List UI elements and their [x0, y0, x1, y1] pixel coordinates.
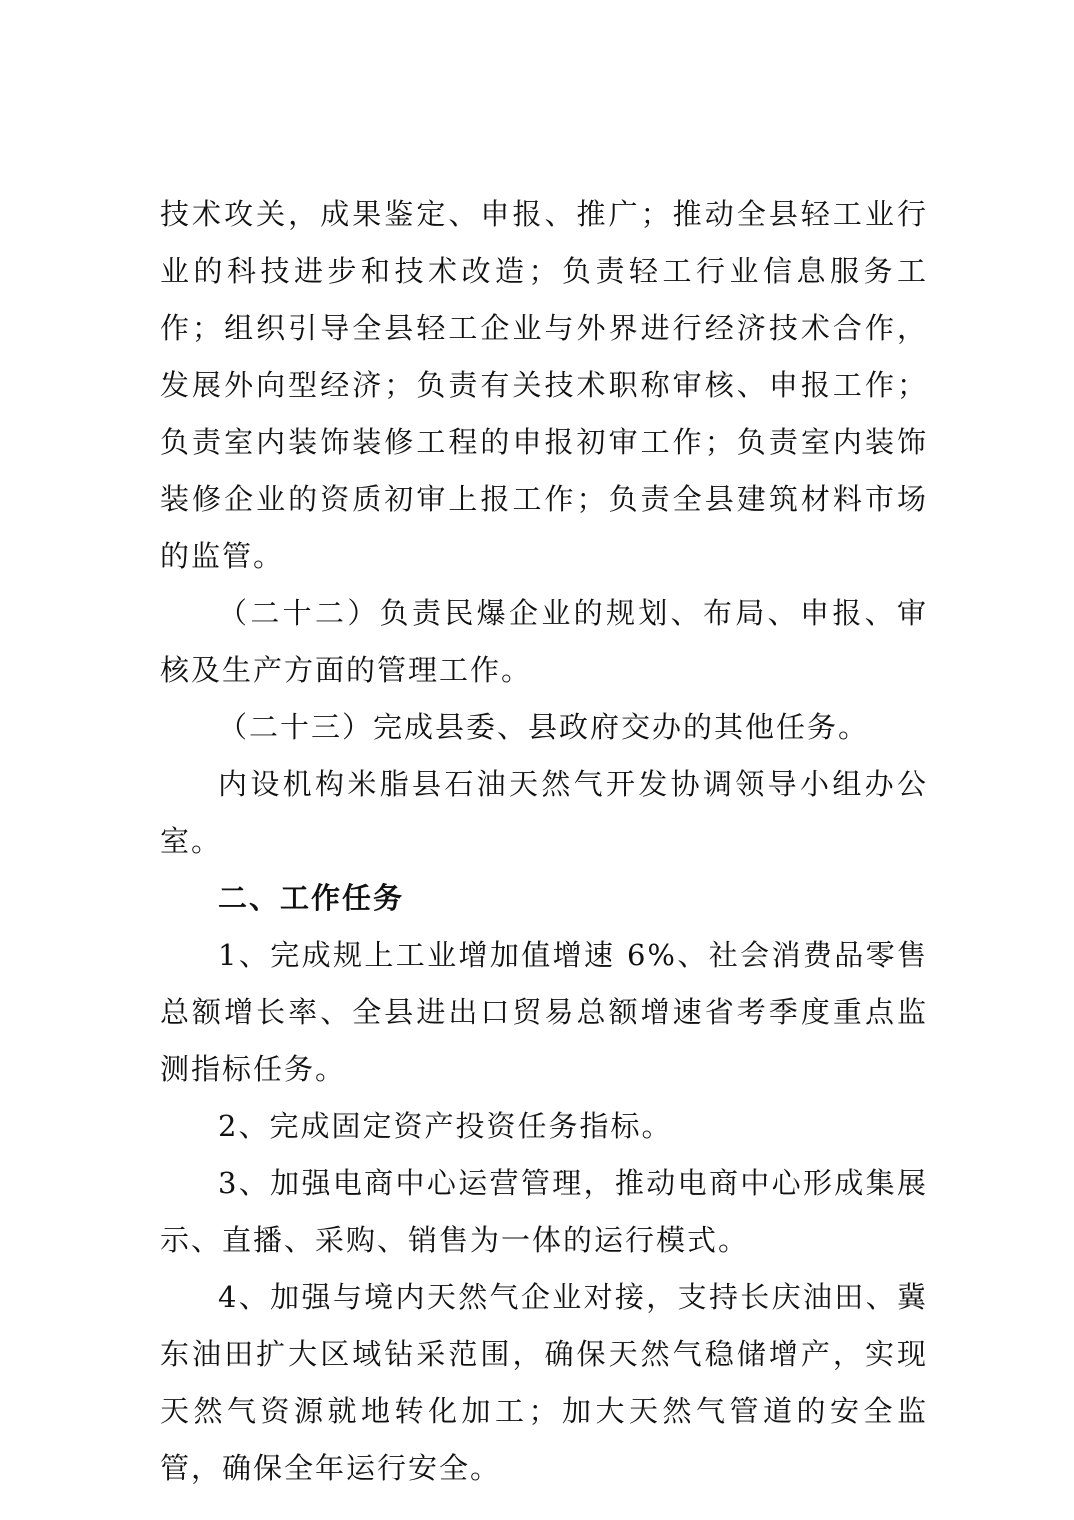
section-heading-work-tasks: 二、工作任务 — [218, 881, 405, 915]
task-item-4: 4、加强与境内天然气企业对接，支持长庆油田、冀东油田扩大区域钻采范围，确保天然气稳储增产，实现天然气资源就地转化加工；加大天然气管道的安全监管，确保全年运行安全。 — [160, 1280, 928, 1485]
paragraph-item-22: （二十二）负责民爆企业的规划、布局、申报、审核及生产方面的管理工作。 — [160, 596, 928, 687]
paragraph-item-23: （二十三）完成县委、县政府交办的其他任务。 — [218, 710, 870, 744]
paragraph-continuation: 技术攻关，成果鉴定、申报、推广；推动全县轻工业行业的科技进步和技术改造；负责轻工行业信息服务工作；组织引导全县轻工企业与外界进行经济技术合作，发展外向型经济；负责有关技术职称审核、申报工作；负责室内装饰装修工程的申报初审工作；负责室内装饰装修企业的资质初审上报工作；负责全县建筑材料市场的监管。 — [160, 197, 928, 573]
task-item-2: 2、完成固定资产投资任务指标。 — [218, 1109, 673, 1143]
task-item-3: 3、加强电商中心运营管理，推动电商中心形成集展示、直播、采购、销售为一体的运行模式。 — [160, 1166, 928, 1257]
task-item-1: 1、完成规上工业增加值增速 6%、社会消费品零售总额增长率、全县进出口贸易总额增速省考季度重点监测指标任务。 — [160, 938, 928, 1086]
paragraph-internal-office: 内设机构米脂县石油天然气开发协调领导小组办公室。 — [160, 767, 928, 858]
document-body — [160, 186, 928, 1497]
